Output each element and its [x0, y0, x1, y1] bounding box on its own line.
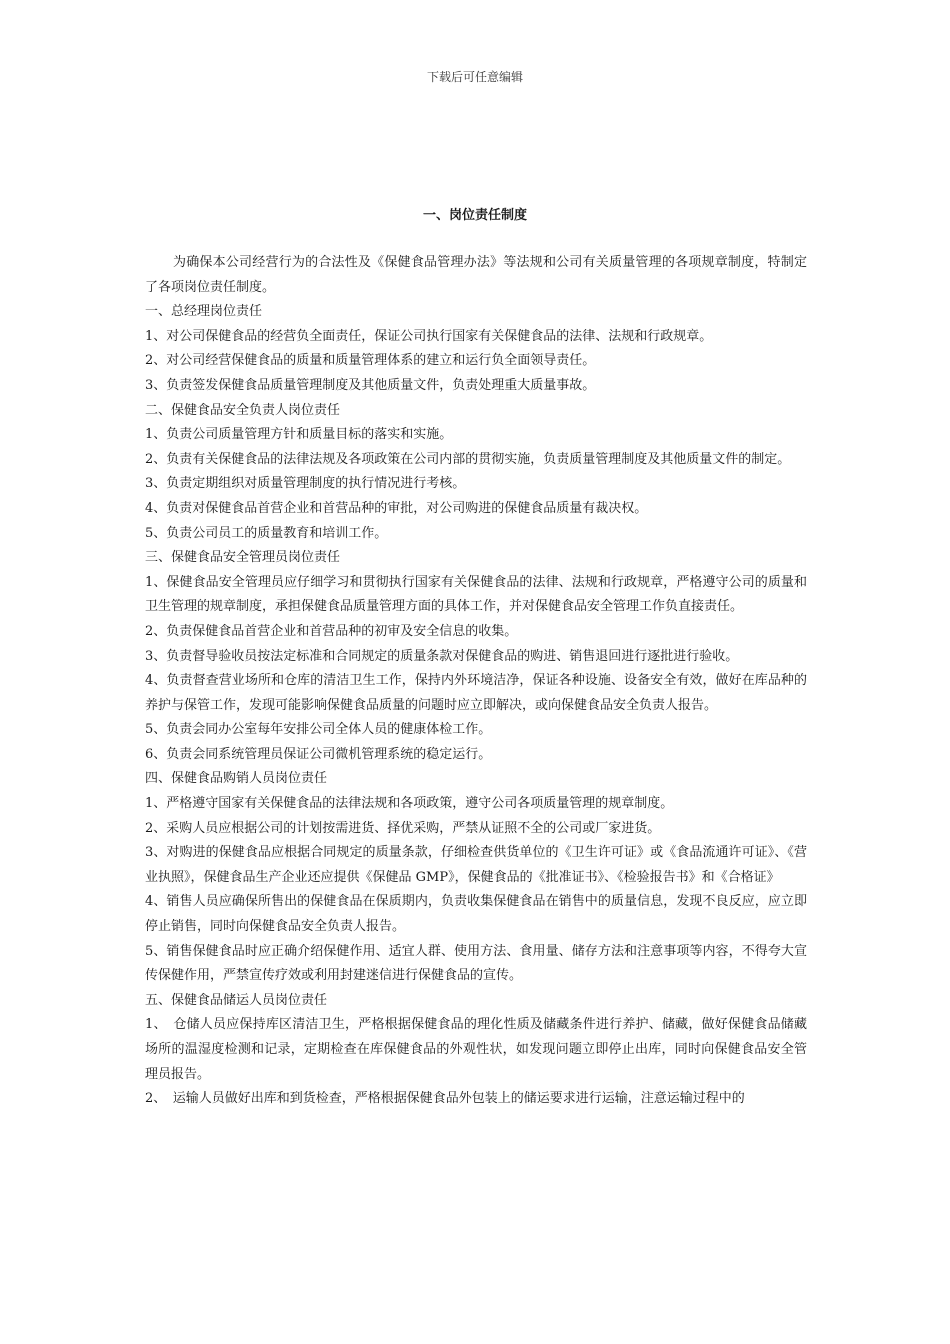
- paragraph: 6、负责会同系统管理员保证公司微机管理系统的稳定运行。: [145, 746, 492, 762]
- paragraph: 2、采购人员应根据公司的计划按需进货、择优采购，严禁从证照不全的公司或厂家进货。: [145, 820, 661, 836]
- header-note: 下载后可任意编辑: [426, 70, 523, 84]
- intro-paragraph: 为确保本公司经营行为的合法性及《保健食品管理办法》等法规和公司有关质量管理的各项规章制度，特制定了各项岗位责任制度。: [145, 255, 807, 295]
- paragraph: 2、负责有关保健食品的法律法规及各项政策在公司内部的贯彻实施，负责质量管理制度及其他质量文件的制定。: [145, 451, 791, 467]
- paragraph: 2、对公司经营保健食品的质量和质量管理体系的建立和运行负全面领导责任。: [145, 353, 596, 369]
- section-heading: 二、保健食品安全负责人岗位责任: [145, 402, 341, 418]
- paragraph: 5、销售保健食品时应正确介绍保健作用、适宜人群、使用方法、食用量、储存方法和注意事项等内容，不得夸大宣传保健作用，严禁宣传疗效或利用封建迷信进行保健食品的宣传。: [145, 943, 807, 984]
- paragraph: 1、对公司保健食品的经营负全面责任，保证公司执行国家有关保健食品的法律、法规和行政规章。: [145, 328, 713, 344]
- document-title: 一、岗位责任制度: [422, 208, 527, 223]
- paragraph: 1、 仓储人员应保持库区清洁卫生，严格根据保健食品的理化性质及储藏条件进行养护、储藏，做好保健食品储藏场所的温湿度检测和记录，定期检查在库保健食品的外观性状，如发现问题立即停止出库，同时向保健食品安全管理员报告。: [145, 1017, 807, 1082]
- paragraph: 1、保健食品安全管理员应仔细学习和贯彻执行国家有关保健食品的法律、法规和行政规章，严格遵守公司的质量和卫生管理的规章制度，承担保健食品质量管理方面的具体工作，并对保健食品安全管理工作负直接责任。: [145, 574, 807, 615]
- paragraph: 4、负责对保健食品首营企业和首营品种的审批，对公司购进的保健食品质量有裁决权。: [145, 500, 648, 516]
- document-body: [145, 251, 807, 1112]
- paragraph: 4、销售人员应确保所售出的保健食品在保质期内，负责收集保健食品在销售中的质量信息，发现不良反应，应立即停止销售，同时向保健食品安全负责人报告。: [145, 894, 807, 935]
- section-heading: 四、保健食品购销人员岗位责任: [145, 771, 328, 787]
- paragraph: 4、负责督查营业场所和仓库的清洁卫生工作，保持内外环境洁净，保证各种设施、设备安全有效，做好在库品种的养护与保管工作，发现可能影响保健食品质量的问题时应立即解决，或向保健食品安全负责人报告。: [145, 673, 807, 713]
- paragraph: 3、负责签发保健食品质量管理制度及其他质量文件，负责处理重大质量事故。: [145, 377, 596, 393]
- paragraph: 1、严格遵守国家有关保健食品的法律法规和各项政策，遵守公司各项质量管理的规章制度。: [145, 796, 674, 812]
- paragraph: 3、负责督导验收员按法定标准和合同规定的质量条款对保健食品的购进、销售退回进行逐批进行验收。: [145, 648, 739, 664]
- section-heading: 一、总经理岗位责任: [145, 304, 263, 320]
- paragraph: 5、负责会同办公室每年安排公司全体人员的健康体检工作。: [145, 722, 492, 738]
- paragraph: 2、 运输人员做好出库和到货检查，严格根据保健食品外包装上的储运要求进行运输，注意运输过程中的: [145, 1091, 745, 1107]
- paragraph: 2、负责保健食品首营企业和首营品种的初审及安全信息的收集。: [145, 623, 518, 639]
- section-heading: 五、保健食品储运人员岗位责任: [145, 992, 328, 1008]
- paragraph: 5、负责公司员工的质量教育和培训工作。: [145, 525, 388, 541]
- section-heading: 三、保健食品安全管理员岗位责任: [145, 550, 341, 566]
- paragraph: 3、负责定期组织对质量管理制度的执行情况进行考核。: [145, 476, 466, 492]
- paragraph: 3、对购进的保健食品应根据合同规定的质量条款，仔细检查供货单位的《卫生许可证》或《食品流通许可证》、《营业执照》，保健食品生产企业还应提供《保健品 GMP》，保健食品的《批准证书》、《检验报告书》和《合格证》: [145, 845, 807, 885]
- paragraph: 1、负责公司质量管理方针和质量目标的落实和实施。: [145, 427, 453, 443]
